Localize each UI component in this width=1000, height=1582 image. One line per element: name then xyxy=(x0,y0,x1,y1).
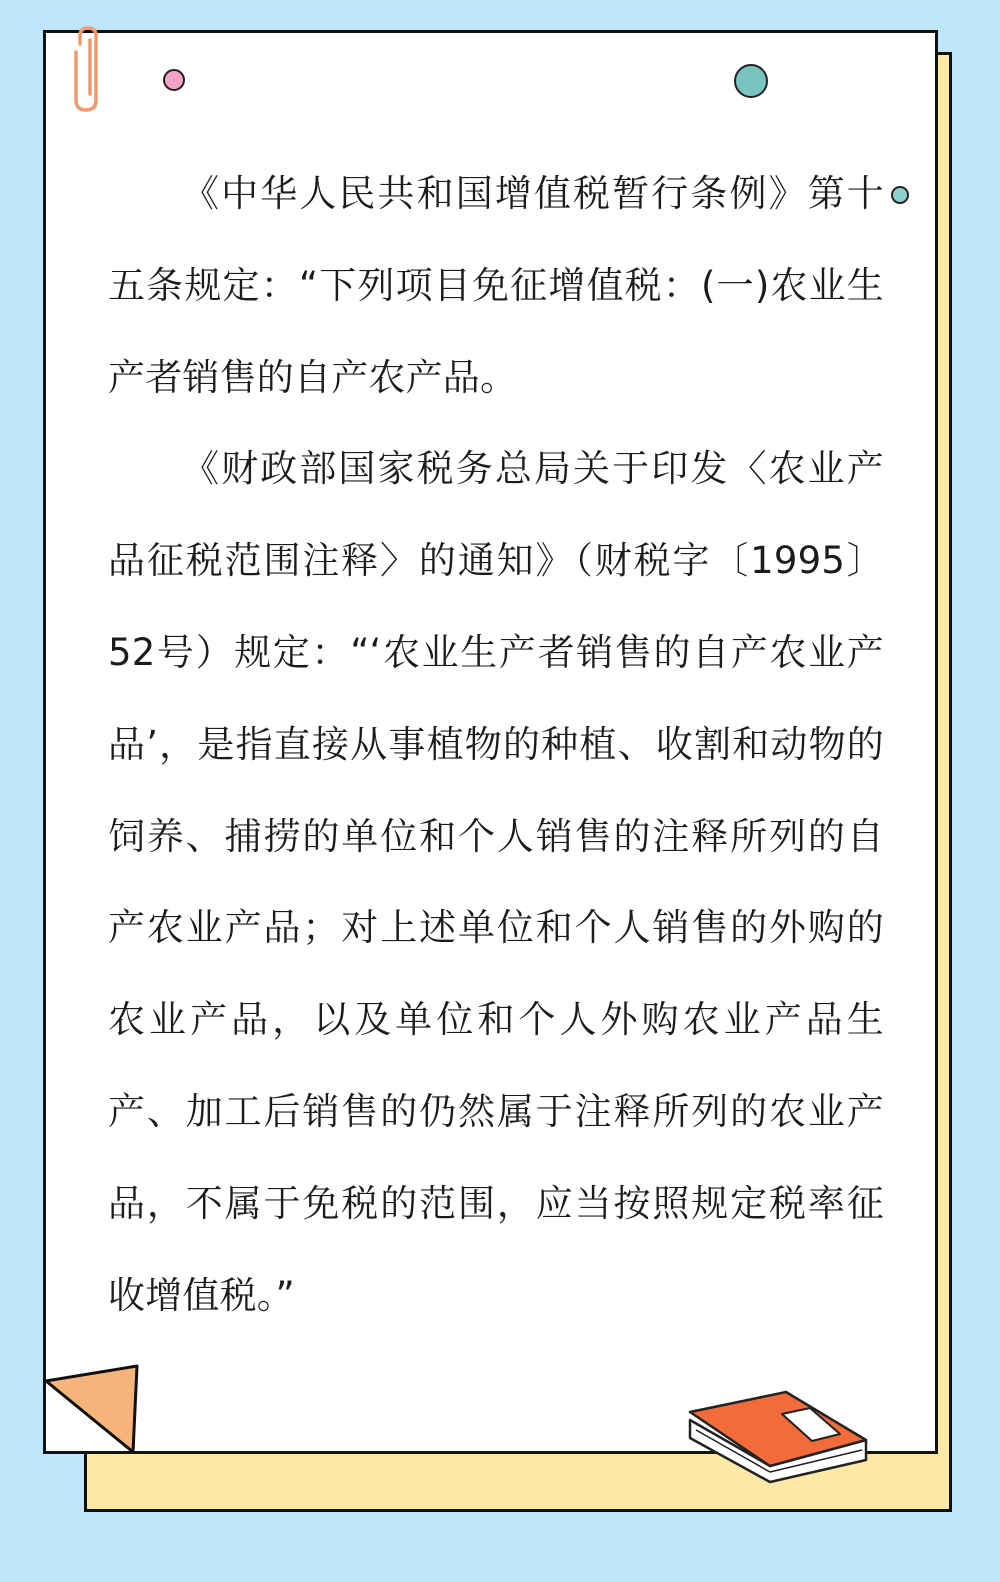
document-body xyxy=(108,148,884,1341)
folded-corner xyxy=(46,1366,137,1452)
paperclip-icon xyxy=(76,28,96,110)
paragraph-vat-regulation: 《中华人民共和国增值税暂行条例》第十五条规定：“下列项目免征增值税：(一)农业生产者销售的自产农产品。 xyxy=(108,172,884,399)
book-icon xyxy=(690,1392,866,1482)
paragraph-agricultural-products-notice: 《财政部国家税务总局关于印发〈农业产品征税范围注释〉的通知》（财税字〔1995〕52号）规定：“‘农业生产者销售的自产农业产品’，是指直接从事植物的种植、收割和动物的饲养、捕捞的单位和个人销售的注释所列的自产农业产品；对上述单位和个人销售的外购的农业产品，以及单位和个人外购农业产品生产、加工后销售的仍然属于注释所列的农业产品，不属于免税的范围，应当按照规定税率征收增值税。” xyxy=(108,447,884,1317)
